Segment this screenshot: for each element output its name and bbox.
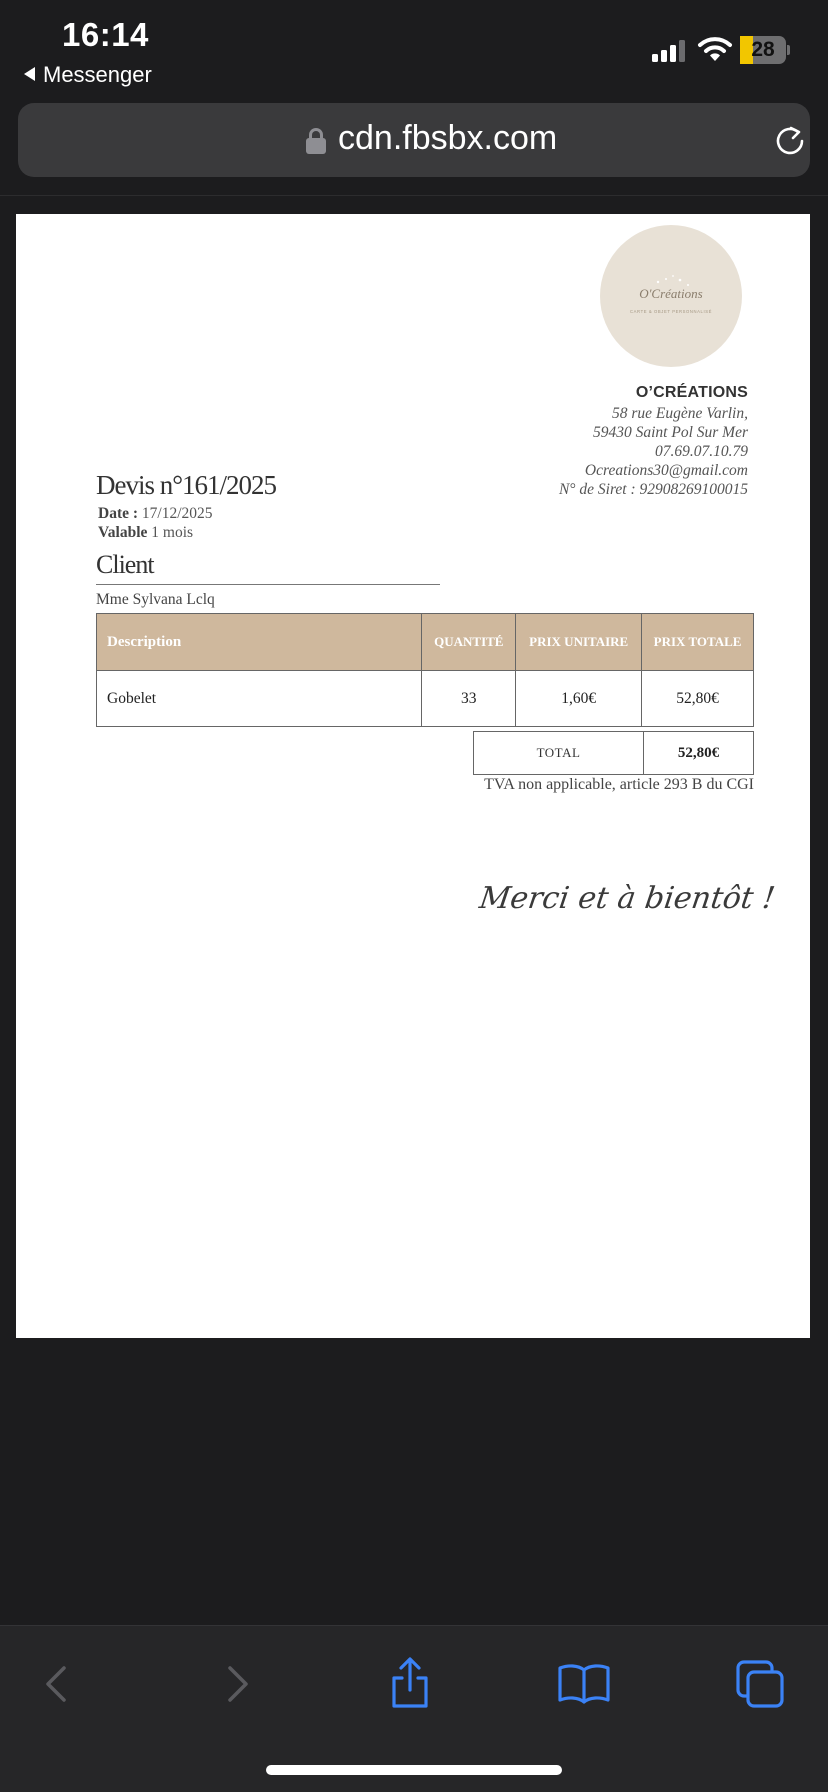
wifi-icon [698, 36, 732, 62]
cell-total-price: 52,80€ [642, 671, 754, 727]
total-row [474, 732, 754, 775]
quote-validity [98, 524, 193, 542]
chrome-divider [0, 195, 828, 196]
lock-icon [306, 128, 326, 154]
header-quantity: QUANTITÉ [422, 614, 516, 671]
forward-icon[interactable] [206, 1654, 266, 1714]
quote-title: Devis n°161/2025 [96, 470, 277, 500]
company-siret: N° de Siret : 92908269100015 [558, 481, 748, 498]
quote-date [98, 505, 213, 523]
client-heading: Client [96, 550, 154, 579]
back-triangle-icon [24, 67, 35, 81]
home-indicator [266, 1765, 562, 1775]
header-description: Description [97, 614, 422, 671]
svg-text:O'Créations: O'Créations [639, 286, 703, 301]
back-icon[interactable] [28, 1654, 88, 1714]
svg-text:Merci et à bientôt !: Merci et à bientôt ! [477, 881, 778, 916]
date-value: 17/12/2025 [141, 505, 213, 522]
back-to-app-button[interactable] [24, 62, 152, 88]
reload-icon[interactable] [772, 123, 808, 159]
date-label: Date : [98, 505, 139, 522]
tabs-icon[interactable] [730, 1654, 790, 1714]
svg-text:CARTE & OBJET PERSONNALISÉ: CARTE & OBJET PERSONNALISÉ [630, 309, 712, 314]
total-label: TOTAL [474, 732, 644, 775]
cellular-signal-icon [652, 38, 688, 62]
company-phone: 07.69.07.10.79 [655, 443, 748, 460]
pdf-document-page [16, 214, 810, 1338]
url-text: cdn.fbsbx.com [338, 119, 558, 157]
validity-label: Valable [98, 524, 148, 541]
total-value: 52,80€ [644, 732, 754, 775]
header-unit-price: PRIX UNITAIRE [516, 614, 642, 671]
company-address-line1: 58 rue Eugène Varlin, [611, 405, 748, 422]
battery-level: 28 [751, 38, 775, 61]
address-bar[interactable] [18, 103, 810, 177]
back-app-label: Messenger [43, 62, 152, 87]
status-bar [0, 0, 828, 92]
cell-description: Gobelet [97, 671, 422, 727]
cell-unit-price: 1,60€ [516, 671, 642, 727]
battery-icon [740, 36, 790, 64]
logo-graphic [600, 225, 742, 367]
share-icon[interactable] [380, 1654, 440, 1714]
table-header-row [97, 614, 754, 671]
company-name: O’CRÉATIONS [635, 384, 748, 401]
total-table [473, 731, 754, 775]
tva-note: TVA non applicable, article 293 B du CGI [484, 776, 754, 793]
validity-value: 1 mois [151, 524, 194, 541]
clock: 16:14 [62, 16, 149, 53]
company-email: Ocreations30@gmail.com [584, 462, 748, 479]
table-row [97, 671, 754, 727]
items-table [96, 613, 754, 727]
header-total-price: PRIX TOTALE [642, 614, 754, 671]
client-name: Mme Sylvana Lclq [96, 591, 215, 608]
company-logo [600, 225, 742, 367]
bookmarks-icon[interactable] [554, 1654, 614, 1714]
cell-quantity: 33 [422, 671, 516, 727]
company-address-line2: 59430 Saint Pol Sur Mer [593, 424, 748, 441]
thanks-signature [477, 854, 778, 934]
company-info [559, 384, 748, 499]
browser-toolbar [0, 1625, 828, 1792]
client-divider [96, 584, 440, 585]
